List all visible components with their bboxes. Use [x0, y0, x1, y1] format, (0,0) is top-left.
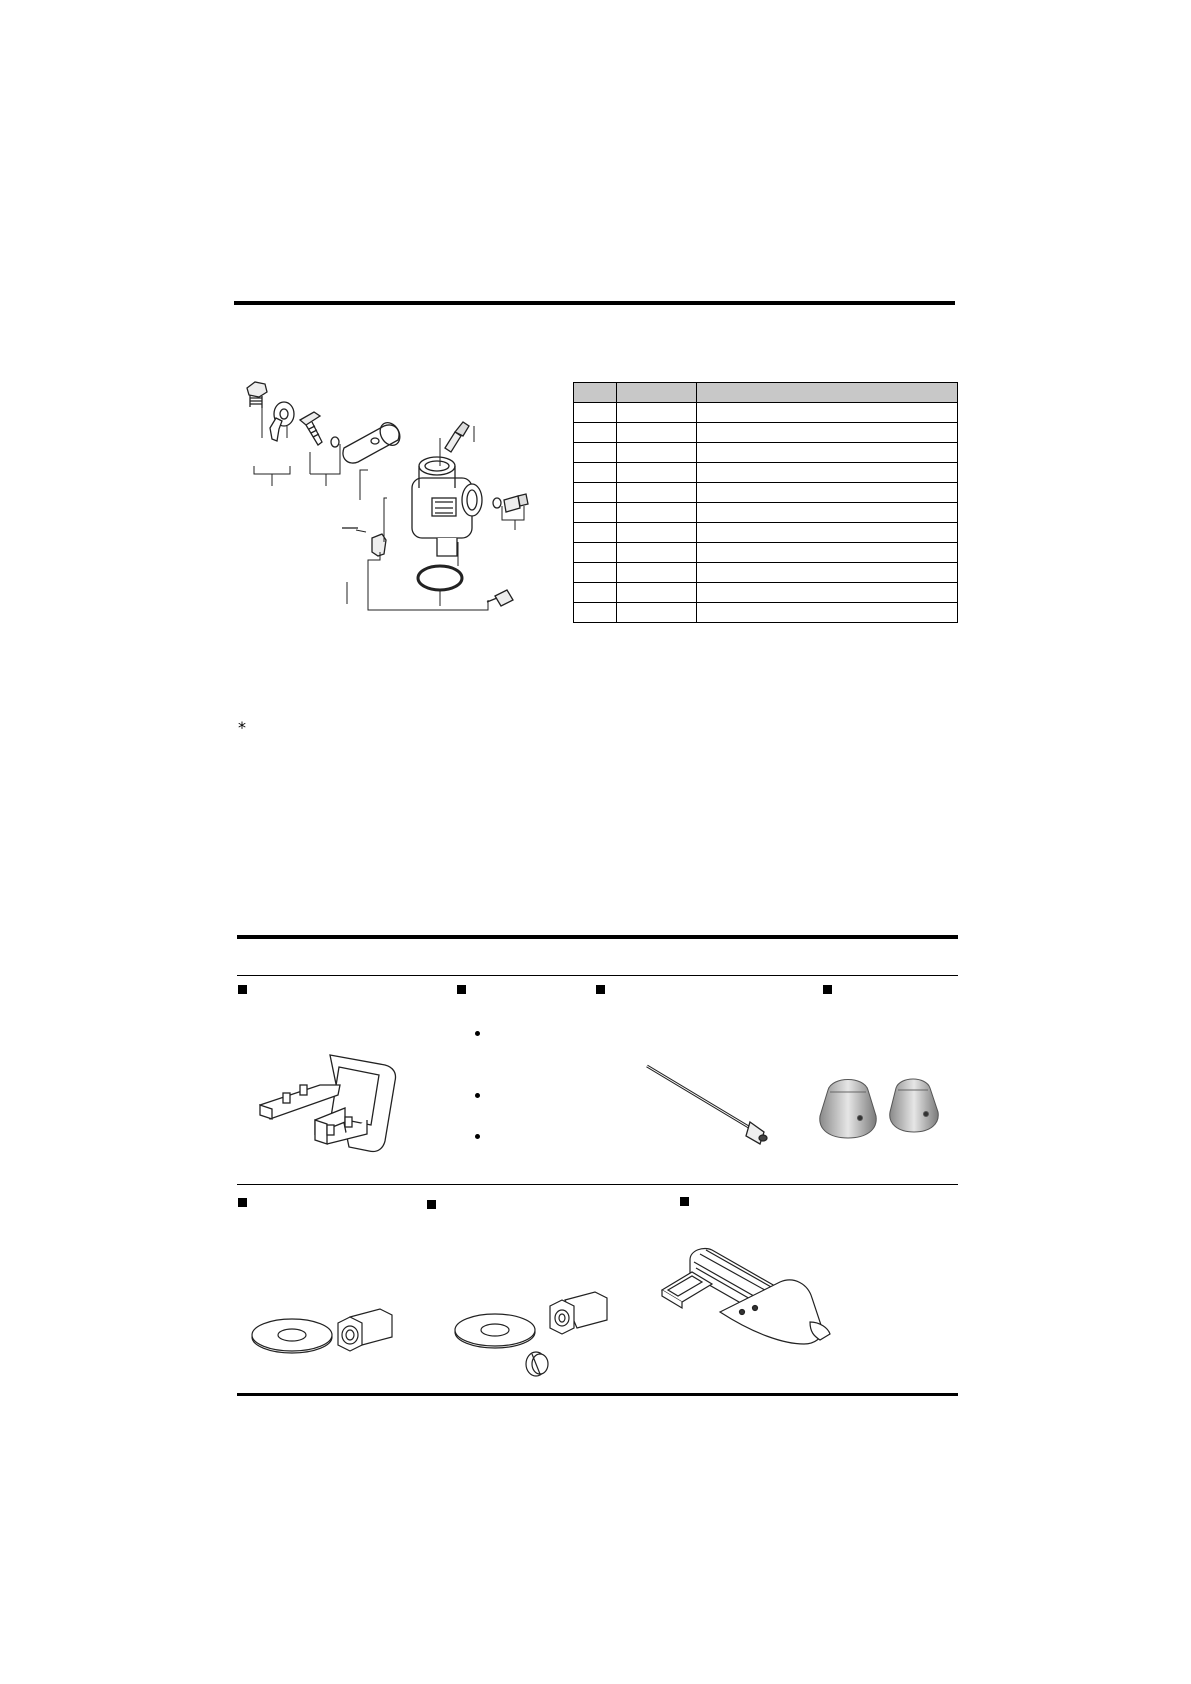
- item-marker-square: [457, 985, 466, 994]
- parts-table: [573, 382, 958, 623]
- top-rule: [234, 301, 955, 305]
- item-marker-square: [823, 985, 832, 994]
- table-cell: [574, 483, 617, 503]
- table-cell: [574, 463, 617, 483]
- table-cell: [617, 523, 697, 543]
- glow-plug-wrench-icon: [645, 1060, 785, 1150]
- table-row: [574, 463, 958, 483]
- table-cell: [617, 563, 697, 583]
- table-cell: [697, 463, 958, 483]
- table-cell: [697, 563, 958, 583]
- carburetor-rotor-icon: [343, 419, 404, 463]
- table-cell: [697, 443, 958, 463]
- table-cell: [574, 583, 617, 603]
- table-cell: [574, 563, 617, 583]
- table-cell: [574, 503, 617, 523]
- item-marker-square: [680, 1197, 689, 1206]
- table-row: [574, 423, 958, 443]
- bullet-dot: [475, 1093, 480, 1098]
- needle-valve-icon: [300, 412, 322, 445]
- spinner-nut-icon: [810, 1070, 950, 1150]
- table-cell: [617, 503, 697, 523]
- accessories-middle-rule: [237, 1184, 958, 1185]
- table-cell: [574, 543, 617, 563]
- muffler-icon: [660, 1240, 850, 1370]
- carburetor-exploded-diagram: [232, 378, 552, 638]
- table-cell: [697, 603, 958, 623]
- table-row: [574, 483, 958, 503]
- table-cell: [574, 443, 617, 463]
- table-cell: [617, 483, 697, 503]
- bullet-dot: [475, 1031, 480, 1036]
- table-cell: [697, 583, 958, 603]
- parts-table-header-number: [617, 383, 697, 403]
- table-cell: [574, 523, 617, 543]
- table-cell: [697, 543, 958, 563]
- table-row: [574, 603, 958, 623]
- table-cell: [617, 543, 697, 563]
- table-cell: [617, 463, 697, 483]
- table-row: [574, 563, 958, 583]
- table-cell: [697, 523, 958, 543]
- table-row: [574, 523, 958, 543]
- item-marker-square: [238, 1198, 247, 1207]
- engine-mount-icon: [255, 1045, 415, 1155]
- table-cell: [617, 423, 697, 443]
- table-cell: [617, 443, 697, 463]
- item-marker-square: [596, 985, 605, 994]
- table-row: [574, 403, 958, 423]
- footnote-asterisk: *: [238, 718, 246, 737]
- parts-table-header-code: [574, 383, 617, 403]
- accessories-header-rule: [237, 975, 958, 976]
- table-cell: [574, 603, 617, 623]
- table-cell: [617, 403, 697, 423]
- parts-table-header-description: [697, 383, 958, 403]
- table-cell: [697, 503, 958, 523]
- parts-table-header-row: [574, 383, 958, 403]
- table-row: [574, 583, 958, 603]
- table-row: [574, 503, 958, 523]
- table-cell: [574, 403, 617, 423]
- accessories-top-rule: [237, 935, 958, 939]
- table-cell: [617, 603, 697, 623]
- accessories-bottom-rule: [237, 1393, 958, 1396]
- table-cell: [617, 583, 697, 603]
- table-row: [574, 543, 958, 563]
- item-marker-square: [238, 985, 247, 994]
- bullet-dot: [475, 1134, 480, 1139]
- item-marker-square: [427, 1200, 436, 1209]
- carburetor-body-icon: [412, 457, 482, 556]
- table-row: [574, 443, 958, 463]
- table-cell: [574, 423, 617, 443]
- table-cell: [697, 423, 958, 443]
- washer-and-nut-icon: [250, 1305, 400, 1375]
- table-cell: [697, 483, 958, 503]
- needle-lock-screw-icon: [247, 382, 267, 408]
- table-cell: [697, 403, 958, 423]
- washer-nut-collet-icon: [450, 1290, 620, 1390]
